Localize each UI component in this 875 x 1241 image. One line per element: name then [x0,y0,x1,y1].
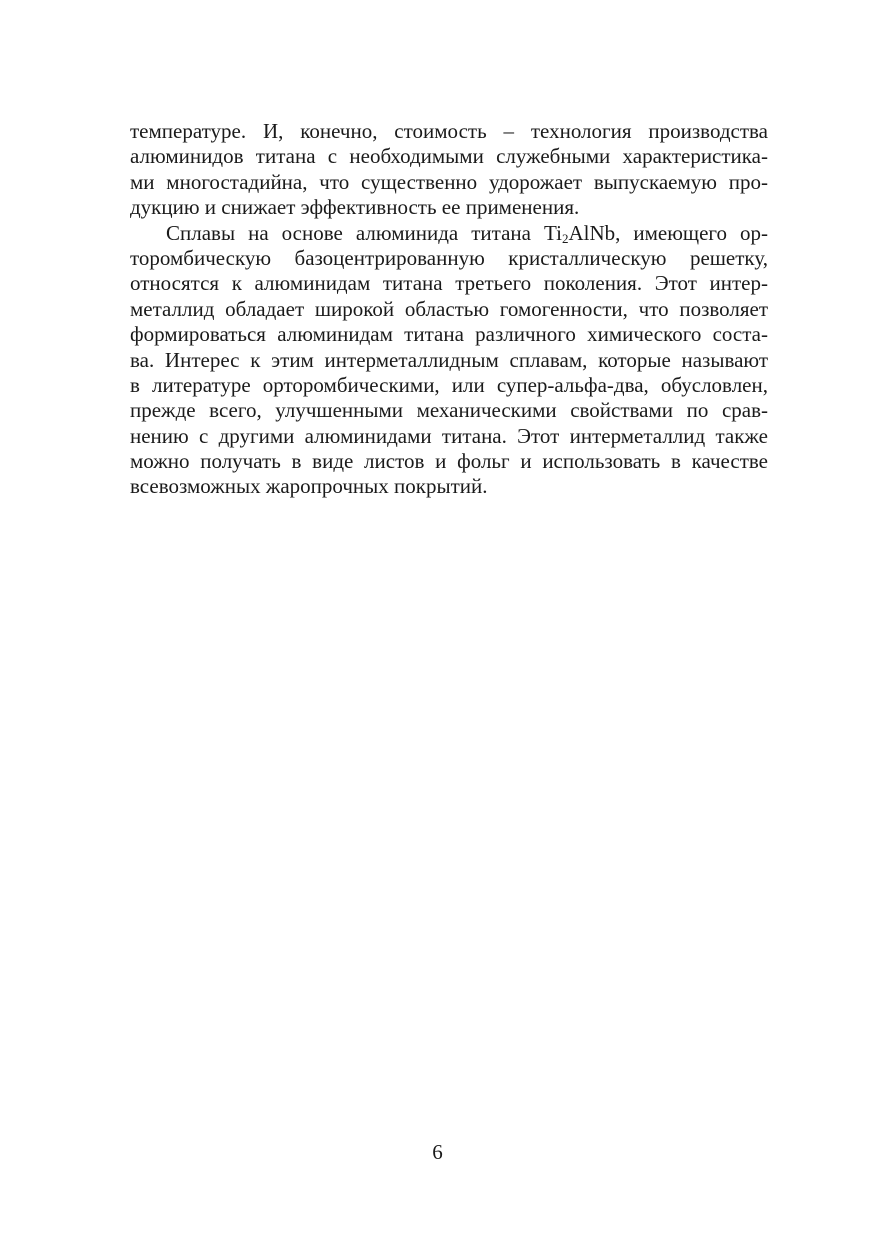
text-line: торомбическую базоцентрированную кристаллическую решетку, [130,245,768,270]
text-line: прежде всего, улучшенными механическими свойствами по срав- [130,398,768,423]
text-line-with-formula [130,221,768,246]
text-line: алюминидов титана с необходимыми служебными характеристика- [130,144,768,169]
text-line-start: Сплавы на основе алюминида титана [166,220,531,245]
paragraph-2 [130,221,768,500]
text-line: ми многостадийна, что существенно удорожает выпускаемую про- [130,169,768,194]
text-line: можно получать в виде листов и фольг и использовать в качестве [130,449,768,474]
text-line: ва. Интерес к этим интерметаллидным сплавам, которые называют [130,347,768,372]
text-line: температуре. И, конечно, стоимость – технология производства [130,119,768,143]
text-line: формироваться алюминидам титана различного химического соста- [130,322,768,347]
text-line: нению с другими алюминидами титана. Этот интерметаллид также [130,423,768,448]
text-line: дукцию и снижает эффективность ее применения. [130,195,580,220]
text-line: относятся к алюминидам титана третьего поколения. Этот интер- [130,271,768,296]
text-line: в литературе орторомбическими, или супер-альфа-два, обусловлен, [130,372,768,397]
text-line: металлид обладает широкой областью гомогенности, что позволяет [130,296,768,321]
page-number: 6 [432,1140,443,1164]
page-body [130,119,768,500]
chemical-formula: $Ti_2AlNb$ [544,220,616,246]
text-line: всевозможных жаропрочных покрытий. [130,474,488,499]
paragraph-1 [130,119,768,221]
text-line-end: , имеющего ор- [615,220,768,245]
